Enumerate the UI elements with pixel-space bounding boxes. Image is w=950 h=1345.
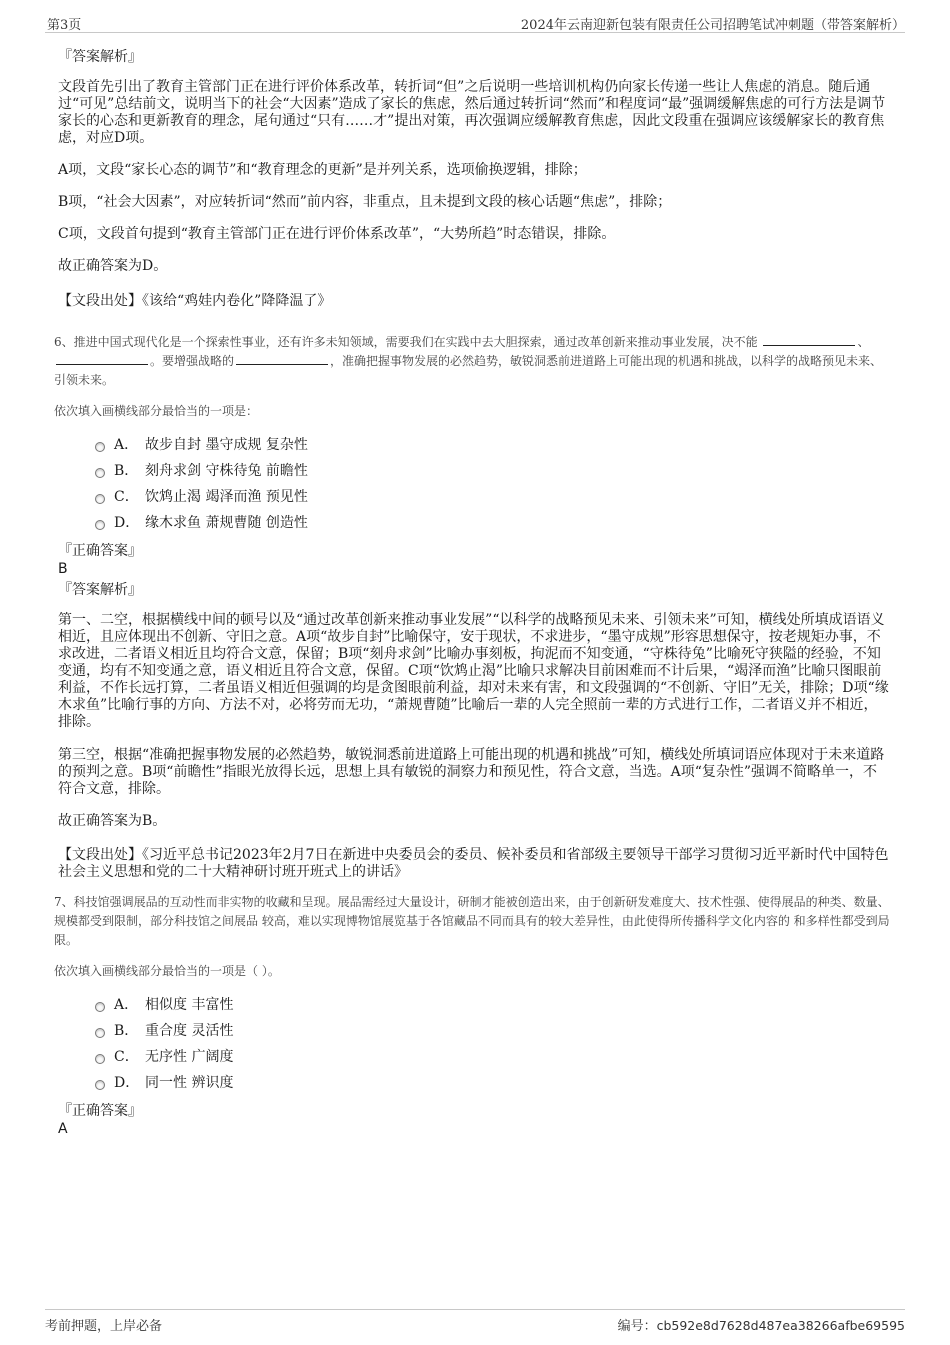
option-letter: D． [114, 1075, 140, 1091]
option-letter: C． [114, 1049, 139, 1065]
analysis-paragraph: 第一、二空，根据横线中间的顿号以及“通过改革创新来推动事业发展”“以科学的战略预见未来、引领未来”可知，横线处所填成语语义相近，且应体现出不创新、守旧之意。A项“故步自封”比喻保守，安于现状，不求进步，“墨守成规”形容思想保守，按老规矩办事，不求改进，二者语义相近且均符合文意，保留；B项“刻舟求剑”比喻办事刻板，拘泥而不知变通，“守株待兔”比喻死守狭隘的经验，不知变通，均有不知变通之意，语义相近且符合文意，保留。C项“饮鸩止渴”比喻只求解决目前困难而不计后果，“竭泽而渔”比喻只图眼前利益，不作长远打算，二者虽语义相近但强调的均是贪图眼前利益，却对未来有害，和文段强调的“不创新、守旧”无关，排除；D项“缘木求鱼”比喻行事的方向、方法不对，必将劳而无功，“萧规曹随”比喻后一辈的人完全照前一辈的方式进行工作，二者语义并不相近，排除。 [58, 612, 889, 730]
option-d[interactable] [95, 1070, 890, 1096]
analysis-paragraph: B项，“社会大因素”，对应转折词“然而”前内容，非重点，且未提到文段的核心话题“焦虑”，排除； [58, 194, 672, 210]
question-text: 7、科技馆强调展品的互动性而非实物的收藏和呈现。展品需经过大量设计，研制才能被创造出来，由于创新研发难度大、技术性强、使得展品的种类、数量、规模都受到限制，部分科技馆之间展品 较高，难以实现博物馆展览基于各馆藏品不同而具有的较大差异性，由此使得所传播科学文化内容的 和多样性都受到局限。 [54, 895, 890, 947]
option-text: 重合度 灵活性 [145, 1023, 234, 1039]
page-content [54, 48, 890, 1138]
document-id-label: 编号： [617, 1319, 657, 1334]
source-citation: 【文段出处】《该给“鸡娃内卷化”降降温了》 [58, 293, 332, 309]
option-c[interactable] [95, 484, 890, 510]
option-c[interactable] [95, 1044, 890, 1070]
page-header [45, 12, 905, 33]
document-id [618, 1315, 905, 1334]
radio-button-icon[interactable] [95, 468, 105, 478]
radio-button-icon[interactable] [95, 1080, 105, 1090]
radio-button-icon[interactable] [95, 1002, 105, 1012]
option-letter: B． [114, 463, 139, 479]
radio-button-icon[interactable] [95, 1028, 105, 1038]
question-7 [54, 893, 890, 980]
option-text: 刻舟求剑 守株待兔 前瞻性 [145, 463, 308, 479]
question-6 [54, 333, 890, 420]
fill-blank [236, 353, 328, 365]
analysis-paragraph: 第三空，根据“准确把握事物发展的必然趋势，敏锐洞悉前进道路上可能出现的机遇和挑战”可知，横线处所填词语应体现对于未来道路的预判之意。B项“前瞻性”指眼光放得长远，思想上具有敏锐的洞察力和预见性，符合文意，当选。A项“复杂性”强调不简略单一，不符合文意，排除。 [58, 747, 885, 797]
analysis-label: 『答案解析』 [58, 49, 142, 65]
option-text: 相似度 丰富性 [145, 997, 234, 1013]
option-b[interactable] [95, 458, 890, 484]
radio-button-icon[interactable] [95, 442, 105, 452]
option-letter: C． [114, 489, 139, 505]
option-letter: D． [114, 515, 140, 531]
question-text-part: 。要增强战略的 [150, 354, 235, 368]
option-text: 同一性 辨识度 [145, 1075, 234, 1091]
analysis-paragraph: C项，文段首句提到“教育主管部门正在进行评价体系改革”，“大势所趋”时态错误，排除。 [58, 226, 616, 242]
final-answer: 故正确答案为D。 [58, 258, 168, 274]
question-text-part: ，准确把握事物发展的必然趋势，敏锐洞悉前进道路上可能出现的机遇和挑战，以科学的战略预见未来、引领未来。 [54, 354, 883, 387]
radio-button-icon[interactable] [95, 494, 105, 504]
blank-separator: 、 [857, 335, 870, 349]
option-text: 缘木求鱼 萧规曹随 创造性 [145, 515, 308, 531]
option-text: 故步自封 墨守成规 复杂性 [145, 437, 308, 453]
fill-blank [763, 334, 855, 346]
document-title: 2024年云南迎新包装有限责任公司招聘笔试冲刺题（带答案解析） [520, 18, 905, 33]
question-prompt: 依次填入画横线部分最恰当的一项是： [54, 404, 259, 418]
radio-button-icon[interactable] [95, 1054, 105, 1064]
question-text [54, 333, 890, 390]
analysis-paragraph: 文段首先引出了教育主管部门正在进行评价体系改革，转折词“但”之后说明一些培训机构仍向家长传递一些让人焦虑的消息。随后通过“可见”总结前文，说明当下的社会“大因素”造成了家长的焦虑，然后通过转折词“然而”和程度词“最”强调缓解焦虑的可行方法是调节家长的心态和更新教育的理念，尾句通过“只有……才”提出对策，再次强调应缓解教育焦虑，因此文段重在强调应该缓解家长的教育焦虑，对应D项。 [58, 79, 886, 146]
analysis-label: 『答案解析』 [58, 582, 142, 598]
question-prompt: 依次填入画横线部分最恰当的一项是（ ）。 [54, 964, 280, 978]
radio-button-icon[interactable] [95, 520, 105, 530]
page-number: 第3页 [47, 18, 82, 33]
document-id-value: cb592e8d7628d487ea38266afbe69595 [656, 1318, 905, 1333]
option-b[interactable] [95, 1018, 890, 1044]
option-d[interactable] [95, 510, 890, 536]
final-answer: 故正确答案为B。 [58, 813, 167, 829]
correct-answer-value: B [58, 561, 68, 577]
question-text-part: 6、推进中国式现代化是一个探索性事业，还有许多未知领域，需要我们在实践中去大胆探索，通过改革创新来推动事业发展，决不能 [54, 335, 758, 349]
footer-slogan: 考前押题，上岸必备 [45, 1319, 163, 1334]
correct-answer-label: 『正确答案』 [58, 543, 142, 559]
option-text: 无序性 广阔度 [145, 1049, 234, 1065]
option-a[interactable] [95, 432, 890, 458]
options-list [95, 432, 890, 536]
option-letter: A． [114, 997, 139, 1013]
page-footer [45, 1309, 905, 1336]
analysis-paragraph: A项，文段“家长心态的调节”和“教育理念的更新”是并列关系，选项偷换逻辑，排除； [58, 162, 587, 178]
fill-blank [56, 353, 148, 365]
correct-answer-value: A [58, 1121, 68, 1137]
option-letter: B． [114, 1023, 139, 1039]
correct-answer-label: 『正确答案』 [58, 1103, 142, 1119]
options-list [95, 992, 890, 1096]
option-text: 饮鸩止渴 竭泽而渔 预见性 [145, 489, 308, 505]
option-letter: A． [114, 437, 139, 453]
option-a[interactable] [95, 992, 890, 1018]
source-citation: 【文段出处】《习近平总书记2023年2月7日在新进中央委员会的委员、候补委员和省部级主要领导干部学习贯彻习近平新时代中国特色社会主义思想和党的二十大精神研讨班开班式上的讲话》 [58, 847, 889, 880]
